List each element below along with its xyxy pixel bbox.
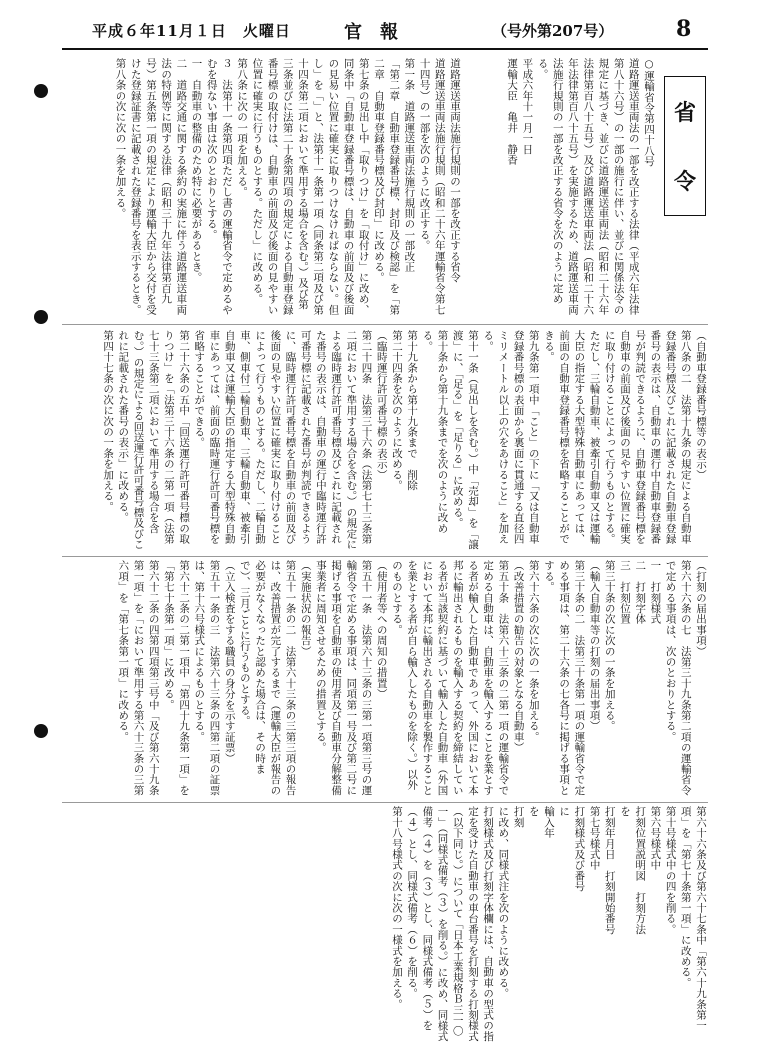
page-header	[0, 0, 771, 56]
column-ordinance-intro: ○運輸省令第四十八号 道路運送車両法の一部を改正する法律（平成六年法律第八十六号）の一部の施行に伴い、並びに関係法令の規定に基づき、並びに道路運送車両法（昭和二十六年法律第百八十五号）及び道路運送車両法（昭和二十六年法律第百八十五号）を実施するため、道路運送車両法施行規則の一部を改正する省令を次のように定める。 平成六年十一月一日 運輸大臣 亀井 静香	[506, 58, 655, 315]
column-form-amendments: 第六十六条及び第六十七条中「第六十九条第一項」を「第七十条第一項」に改める。 第十号様式中の四を削る。 第六号様式中 打刻位置説明図 打刻方法 を 打刻年月日 打刻開始番号 第七号様式中 打刻様式及び番号 に 輸入年 を 打刻 に改め、同様式注を次のように改める。 打刻様式及び打刻字体欄には、自動車の型式の指定を受けた自動車の車台番号を打刻する打刻様式（以下同じ。）について「日本工業規格Ｂ三一〇一」（同様式備考（３）を削る。）に改め、同様式備考（４）を（３）とし、同様式備考（５）を（４）とし、同様式備考（６）を削る。 第十八号様式の次に次の一様式を加える。	[390, 806, 707, 1042]
page-number: 8	[676, 16, 692, 42]
binding-hole-bottom	[34, 724, 48, 738]
column-amendment-part1: 道路運送車両法施行規則の一部を改正する省令 道路運送車両法施行規則（昭和二十六年運輸省令第七十四号）の一部を次のように改正する。 第一条 道路運送車両法施行規則の一部改正 「第二章 自動車登録番号標、封印及び検認」を「第二章 自動車登録番号標及び封印」に改める。 第七条の見出し中「取りつけ」を「取付け」に改め、同条中「自動車登録番号標は、自動車の前面及び後面の見易い位置に確実に取りつけなければならない。但し」を「」と、法第十一条第一項（同条第二項及び第十四条第二項において準用する場合を含む。）及び第三条並びに法第二十条第四項の規定による自動車登録番号標の取付けは、自動車の前面及び後面の見やすい位置に確実に行うものとする。ただし」に改める。 第八条に次の一項を加える。 ３ 法第十一条第四項ただし書の運輸省令で定めるやむを得ない事由は次のとおりとする。 一 自動車の整備のため特に必要があるとき。 二 道路交通に関する条約の実施に伴う道路運送車両法の特例等に関する法律（昭和三十九年法律第百九号）第五条第一項の規定により運輸大臣から交付を受けた登録証書に記載された登録番号を表示するとき。 第八条の次に次の一条を加える。	[114, 58, 461, 315]
tier-divider-1	[62, 324, 708, 325]
issue-date: 平成６年11月１日 火曜日	[92, 22, 291, 40]
section-char-2: 令	[673, 170, 696, 195]
tier-divider-2	[62, 556, 708, 557]
tier-divider-3	[62, 802, 708, 803]
header-rule	[62, 48, 708, 50]
section-label-box	[664, 76, 706, 216]
binding-hole-top	[34, 84, 48, 98]
gazette-title: 官報	[344, 22, 416, 43]
column-registration-plates: （自動車登録番号標等の表示） 第八条の二 法第十九条の規定による自動車登録番号標及びこれに記載された自動車登録番号の表示は、自動車の運行中自動車登録番号が判読できるように、自動車登録番号標を自動車の前面及び後面の見やすい位置に確実に取り付けることによって行うものとする。ただし、三輪自動車、被牽引自動車又は運輸大臣の指定する大型特殊自動車にあっては、前面の自動車登録番号標を省略することができる。 第九条第一項中「こと」の下に「又は自動車登録番号標の表面から裏面に貫通する直径四ミリメートル以上の穴をあけること」を加える。 第十一条（見出しを含む。）中「売却」を「譲渡」に、「足る」を「足りる」に改める。 第十条から第十九条までを次のように改める。 第十九条から第十九条まで 削除 第二十四条を次のように改める。 （臨時運行許可番号標の表示） 第二十四条 法第三十六条（法第七十三条第二項において準用する場合を含む。）の規定による臨時運行許可番号標及びこれに記載された番号の表示は、自動車の運行中臨時運行許可番号標に記載された番号が判読できるように、臨時運行許可番号標を自動車の前面及び後面の見やすい位置に確実に取り付けることによって行うものとする。ただし、二輪自動車、側車付二輪自動車、三輪自動車、被牽引自動車又は運輸大臣の指定する大型特殊自動車にあっては、前面の臨時運行許可番号標を省略することができる。 第二十六条の五中「回送運行許可番号標の取りつけ」を「法第三十六条の二第一項（法第七十三条第二項において準用する場合を含む。）の規定による回送運行許可番号標及びこれに記載された番号の表示」に改める。 第四十七条の次に次の一条を加える。	[102, 330, 707, 550]
issue-number: （号外第207号）	[492, 22, 614, 40]
section-char-1: 省	[673, 101, 696, 126]
binding-hole-middle	[34, 310, 48, 324]
column-engraving-notice: （打刻の届出事項） 第六十六条の七 法第三十九条第二項の運輸省令で定める事項は、次のとおりとする。 一 打刻様式 二 打刻字体 三 打刻位置 第三十条の次に次の一条を加える。 （輸入自動車等の打刻の届出事項） 第三十条の二 法第三十条第一項の運輸省令で定める事項は、第二十六条の七各号に掲げる事項とする。 第六十六条の次に次の一条を加える。 （改善措置の勧告の対象となる自動車） 第五十条 法第六十三条の二第一項の運輸省令で定める自動車は、自動車を輸入することを業とする者が輸入した自動車であって、外国において本邦に輸出されるものを輸入する契約を締結している者が当該契約に基づいて輸入した自動車（外国において本邦に輸出される自動車を製作することを業とする者が自ら輸入したものを除く。）以外のものとする。 （使用者等への周知の措置） 第五十一条 法第六十三条の三第一項第三号の運輸省令で定める事項は、同項第一号及び第二号に掲げる事項を自動車の使用者及び自動車分解整備事業者に周知させるための措置とする。 （実施状況の報告） 第五十一条の二 法第六十三条の三第三項の報告は、改善措置が完了するまで（運輸大臣が報告の必要がなくなったと認めた場合は、その時まで）、三月ごとに行うものとする。 （立入検査をする職員の身分を示す証票） 第五十一条の三 法第六十三条の四第二項の証票は、第十六号様式によるものとする。 第六十二条の二第一項中「第四十九条第一項」を「第七十条第一項」に改める。 第六十二条の四第四項第三号中「及び第六十九条第一項」を「において準用する第六十三条の三第六項」を「第七条第一項」に改める。	[117, 560, 707, 796]
